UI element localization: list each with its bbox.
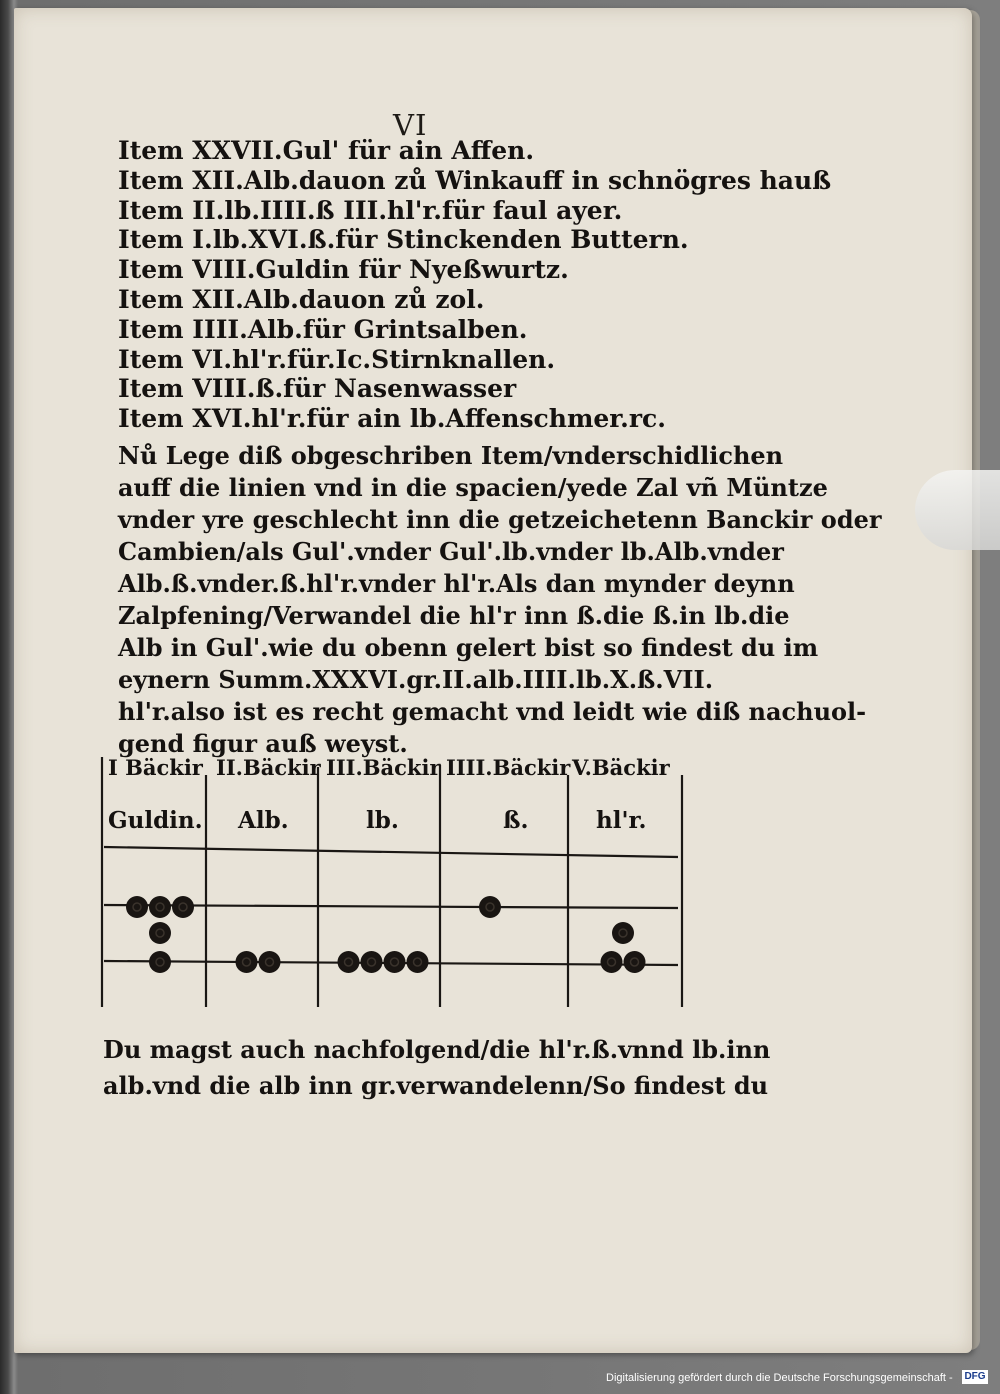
- counter-token: [149, 922, 171, 944]
- counter-token: [612, 922, 634, 944]
- column-header: V.Bäckir: [572, 755, 670, 780]
- item-line: Item XII.Alb.dauon zů Winkauff in schnögres hauß: [118, 165, 832, 195]
- item-line: Item VIII.Guldin für Nyeßwurtz.: [118, 255, 569, 285]
- digitization-credit: Digitalisierung gefördert durch die Deutsche Forschungsgemeinschaft -: [606, 1372, 953, 1384]
- column-unit: Guldin.: [108, 807, 203, 834]
- paragraph-line: Cambien/als Gul'.vnder Gul'.lb.vnder lb.Alb.vnder: [118, 537, 784, 566]
- counter-token: [361, 951, 383, 973]
- counter-token: [149, 896, 171, 918]
- column-unit: ß.: [503, 807, 529, 834]
- column-unit: Alb.: [238, 807, 289, 834]
- counter-token: [384, 951, 406, 973]
- paragraph-line: Nů Lege diß obgeschriben Item/vnderschidlichen: [118, 441, 784, 470]
- column-unit: hl'r.: [596, 807, 647, 834]
- instruction-paragraph: [118, 440, 882, 760]
- bookmark-tab: [915, 470, 1000, 550]
- item-line: Item XVI.hl'r.für ain lb.Affenschmer.rc.: [118, 404, 666, 434]
- counter-token: [407, 951, 429, 973]
- item-line: Item I.lb.XVI.ß.für Stinckenden Buttern.: [118, 225, 689, 255]
- paragraph-line: Zalpfening/Verwandel die hl'r inn ß.die ß.in lb.die: [118, 601, 790, 630]
- paragraph-line: Du magst auch nachfolgend/die hl'r.ß.vnnd lb.inn: [103, 1035, 771, 1064]
- item-line: Item VIII.ß.für Nasenwasser: [118, 374, 517, 404]
- counter-token: [236, 951, 258, 973]
- item-line: Item IIII.Alb.für Grintsalben.: [118, 314, 528, 344]
- item-line: Item VI.hl'r.für.Ic.Stirnknallen.: [118, 344, 556, 374]
- paragraph-line: alb.vnd die alb inn gr.verwandelenn/So findest du: [103, 1071, 769, 1100]
- paragraph-line: eynern Summ.XXXVI.gr.II.alb.IIII.lb.X.ß.VII.: [118, 665, 714, 694]
- paragraph-line: vnder yre geschlecht inn die getzeichetenn Banckir oder: [118, 505, 882, 534]
- item-line: Item XXVII.Gul' für ain Affen.: [118, 136, 535, 165]
- column-header: IIII.Bäckir: [446, 755, 571, 780]
- counter-token: [259, 951, 281, 973]
- folio-number: VI: [393, 108, 428, 142]
- paragraph-line: Alb in Gul'.wie du obenn gelert bist so findest du im: [118, 633, 819, 662]
- counter-token: [479, 896, 501, 918]
- counter-token: [172, 896, 194, 918]
- item-line: Item II.lb.IIII.ß III.hl'r.für faul ayer.: [118, 195, 623, 225]
- paragraph-line: Alb.ß.vnder.ß.hl'r.vnder hl'r.Als dan mynder deynn: [118, 569, 795, 598]
- counting-board-figure: [98, 755, 686, 1010]
- counters-layer: [98, 755, 686, 1010]
- dfg-logo: DFG: [962, 1370, 988, 1384]
- paragraph-line: gend figur auß weyst.: [118, 729, 408, 758]
- counter-token: [624, 951, 646, 973]
- paragraph-line: auff die linien vnd in die spacien/yede Zal vñ Müntze: [118, 473, 828, 502]
- counter-token: [149, 951, 171, 973]
- column-header: II.Bäckir: [216, 755, 321, 780]
- item-line: Item XII.Alb.dauon zů zol.: [118, 284, 485, 314]
- column-unit: lb.: [366, 807, 399, 834]
- paragraph-line: hl'r.also ist es recht gemacht vnd leidt wie diß nachuol-: [118, 697, 867, 726]
- counter-token: [601, 951, 623, 973]
- item-list: [118, 136, 832, 434]
- column-header: I Bäckir: [108, 755, 203, 780]
- column-header: III.Bäckir: [326, 755, 441, 780]
- counter-token: [126, 896, 148, 918]
- closing-paragraph: [103, 1032, 771, 1104]
- counter-token: [338, 951, 360, 973]
